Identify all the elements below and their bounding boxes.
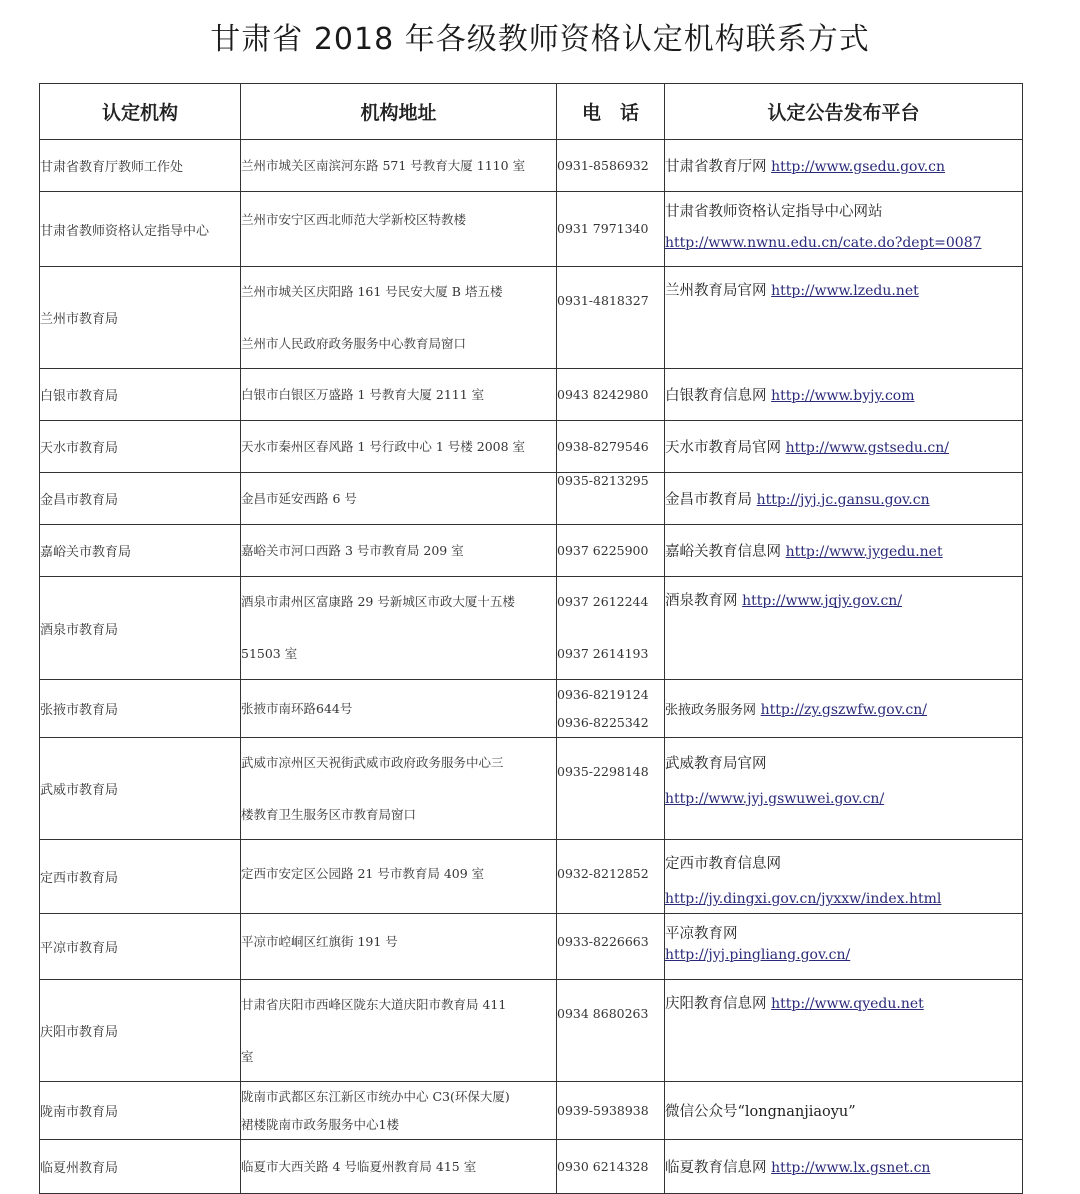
address-line: 兰州市安宁区西北师范大学新校区特教楼 <box>241 212 467 227</box>
address-cell <box>241 369 557 421</box>
platform-cell <box>665 473 1023 525</box>
address-line: 平凉市崆峒区红旗街 191 号 <box>241 934 398 949</box>
address-line: 金昌市延安西路 6 号 <box>241 490 357 506</box>
address-cell <box>241 192 557 267</box>
platform-name: 定西市教育信息网 <box>665 856 781 872</box>
address-line: 天水市秦州区春风路 1 号行政中心 1 号楼 2008 室 <box>241 438 526 454</box>
org-cell: 庆阳市教育局 <box>40 980 241 1082</box>
platform-name: 兰州教育局官网 <box>665 283 767 299</box>
org-cell: 武威市教育局 <box>40 738 241 840</box>
platform-cell <box>665 738 1023 840</box>
address-cell <box>241 840 557 914</box>
org-cell: 甘肃省教师资格认定指导中心 <box>40 192 241 267</box>
platform-link[interactable]: http://jyj.jc.gansu.gov.cn <box>756 492 930 508</box>
table-row <box>40 1140 1023 1194</box>
address-line: 白银市白银区万盛路 1 号教育大厦 2111 室 <box>241 386 485 402</box>
contacts-table <box>39 83 1023 1194</box>
platform-cell <box>665 680 1023 738</box>
platform-name: 临夏教育信息网 <box>665 1160 767 1176</box>
header-org: 认定机构 <box>40 84 241 140</box>
address-line: 51503 室 <box>241 646 298 661</box>
platform-link[interactable]: http://www.byjy.com <box>771 388 915 404</box>
phone-number: 0931-4818327 <box>557 293 649 308</box>
platform-name: 庆阳教育信息网 <box>665 996 767 1012</box>
platform-cell <box>665 525 1023 577</box>
phone-cell <box>557 473 665 525</box>
address-line: 临夏市大西关路 4 号临夏州教育局 415 室 <box>241 1158 477 1174</box>
table-row <box>40 1082 1023 1140</box>
table-row <box>40 369 1023 421</box>
platform-name: 酒泉教育网 <box>665 593 738 609</box>
platform-name: 武威教育局官网 <box>665 756 767 772</box>
table-row <box>40 577 1023 680</box>
address-line: 室 <box>241 1048 254 1064</box>
page-title: 甘肃省 2018 年各级教师资格认定机构联系方式 <box>210 22 870 57</box>
platform-cell <box>665 267 1023 369</box>
org-cell: 白银市教育局 <box>40 369 241 421</box>
platform-name: 天水市教育局官网 <box>665 440 781 456</box>
org-cell: 金昌市教育局 <box>40 473 241 525</box>
phone-cell <box>557 140 665 192</box>
phone-number: 0934 8680263 <box>557 1006 649 1021</box>
phone-number: 0935-8213295 <box>557 473 649 488</box>
phone-number: 0936-8219124 <box>557 686 649 702</box>
table-row <box>40 840 1023 914</box>
org-cell: 嘉峪关市教育局 <box>40 525 241 577</box>
phone-number: 0931 7971340 <box>557 221 649 236</box>
org-cell: 张掖市教育局 <box>40 680 241 738</box>
phone-number: 0932-8212852 <box>557 866 649 881</box>
phone-number: 0937 6225900 <box>557 542 649 558</box>
phone-number: 0937 2614193 <box>557 646 649 661</box>
address-line: 兰州市城关区庆阳路 161 号民安大厦 B 塔五楼 <box>241 283 503 299</box>
platform-cell <box>665 140 1023 192</box>
phone-cell <box>557 267 665 369</box>
address-line: 酒泉市肃州区富康路 29 号新城区市政大厦十五楼 <box>241 594 515 609</box>
address-line: 张掖市南环路644号 <box>241 700 353 716</box>
phone-cell <box>557 980 665 1082</box>
table-row <box>40 914 1023 980</box>
platform-link[interactable]: http://www.gstsedu.cn/ <box>785 440 949 456</box>
address-line: 陇南市武都区东江新区市统办中心 C3(环保大厦) <box>241 1088 510 1104</box>
address-cell <box>241 525 557 577</box>
phone-number: 0937 2612244 <box>557 594 649 609</box>
platform-link[interactable]: http://www.jygedu.net <box>785 544 943 560</box>
address-line: 兰州市人民政府政务服务中心教育局窗口 <box>241 335 467 351</box>
address-cell <box>241 577 557 680</box>
header-address: 机构地址 <box>241 84 557 140</box>
platform-name: 嘉峪关教育信息网 <box>665 544 781 560</box>
address-line: 楼教育卫生服务区市教育局窗口 <box>241 806 417 822</box>
phone-cell <box>557 840 665 914</box>
platform-cell <box>665 1082 1023 1140</box>
address-line: 定西市安定区公园路 21 号市教育局 409 室 <box>241 866 485 881</box>
platform-cell <box>665 840 1023 914</box>
phone-cell <box>557 577 665 680</box>
platform-cell <box>665 369 1023 421</box>
platform-cell <box>665 577 1023 680</box>
address-line: 甘肃省庆阳市西峰区陇东大道庆阳市教育局 411 <box>241 996 507 1012</box>
org-cell: 兰州市教育局 <box>40 267 241 369</box>
address-cell <box>241 140 557 192</box>
org-cell: 甘肃省教育厅教师工作处 <box>40 140 241 192</box>
platform-link[interactable]: http://jyj.pingliang.gov.cn/ <box>665 947 851 963</box>
phone-cell <box>557 369 665 421</box>
platform-link[interactable]: http://www.jyj.gswuwei.gov.cn/ <box>665 791 885 807</box>
org-cell: 天水市教育局 <box>40 421 241 473</box>
header-row <box>40 84 1023 140</box>
address-cell <box>241 421 557 473</box>
phone-number: 0936-8225342 <box>557 714 649 730</box>
phone-cell <box>557 1140 665 1194</box>
platform-link[interactable]: http://jy.dingxi.gov.cn/jyxxw/index.html <box>665 891 942 907</box>
platform-cell <box>665 421 1023 473</box>
table-row <box>40 267 1023 369</box>
phone-number: 0935-2298148 <box>557 764 649 779</box>
address-cell <box>241 1140 557 1194</box>
phone-number: 0939-5938938 <box>557 1102 649 1118</box>
phone-number: 0938-8279546 <box>557 438 649 454</box>
phone-cell <box>557 1082 665 1140</box>
org-cell: 平凉市教育局 <box>40 914 241 980</box>
platform-link[interactable]: http://www.lzedu.net <box>771 283 919 299</box>
address-cell <box>241 914 557 980</box>
table-row <box>40 525 1023 577</box>
phone-cell <box>557 192 665 267</box>
phone-cell <box>557 421 665 473</box>
platform-name: 甘肃省教育厅网 <box>665 159 767 175</box>
header-platform: 认定公告发布平台 <box>665 84 1023 140</box>
platform-cell <box>665 980 1023 1082</box>
platform-link[interactable]: http://www.qyedu.net <box>771 996 924 1012</box>
platform-name: 白银教育信息网 <box>665 388 767 404</box>
address-cell <box>241 680 557 738</box>
phone-number: 0930 6214328 <box>557 1158 649 1174</box>
table-row <box>40 473 1023 525</box>
header-phone: 电 话 <box>557 84 665 140</box>
platform-cell <box>665 192 1023 267</box>
address-cell <box>241 1082 557 1140</box>
org-cell: 陇南市教育局 <box>40 1082 241 1140</box>
address-line: 武威市凉州区天祝街武威市政府政务服务中心三 <box>241 754 504 770</box>
org-cell: 酒泉市教育局 <box>40 577 241 680</box>
address-line: 兰州市城关区南滨河东路 571 号教育大厦 1110 室 <box>241 157 526 173</box>
phone-cell <box>557 738 665 840</box>
table-row <box>40 421 1023 473</box>
org-cell: 临夏州教育局 <box>40 1140 241 1194</box>
platform-link[interactable]: http://www.gsedu.gov.cn <box>771 159 946 175</box>
address-cell <box>241 980 557 1082</box>
phone-cell <box>557 914 665 980</box>
table-row <box>40 738 1023 840</box>
platform-name: 金昌市教育局 <box>665 492 752 508</box>
platform-link[interactable]: http://www.nwnu.edu.cn/cate.do?dept=0087 <box>665 235 982 251</box>
platform-name: 张掖政务服务网 <box>665 703 757 718</box>
platform-link[interactable]: http://www.lx.gsnet.cn <box>771 1160 931 1176</box>
table-row <box>40 680 1023 738</box>
platform-cell <box>665 914 1023 980</box>
table-row <box>40 980 1023 1082</box>
platform-link[interactable]: http://zy.gszwfw.gov.cn/ <box>760 702 928 718</box>
platform-name: 微信公众号“longnanjiaoyu” <box>665 1104 856 1120</box>
platform-link[interactable]: http://www.jqjy.gov.cn/ <box>742 593 903 609</box>
table-row <box>40 192 1023 267</box>
phone-number: 0931-8586932 <box>557 157 649 173</box>
org-cell: 定西市教育局 <box>40 840 241 914</box>
phone-number: 0943 8242980 <box>557 386 649 402</box>
phone-cell <box>557 680 665 738</box>
phone-cell <box>557 525 665 577</box>
platform-name: 平凉教育网 <box>665 926 738 942</box>
address-line: 裙楼陇南市政务服务中心1楼 <box>241 1116 399 1132</box>
address-line: 嘉峪关市河口西路 3 号市教育局 209 室 <box>241 542 464 558</box>
phone-number: 0933-8226663 <box>557 934 649 949</box>
platform-cell <box>665 1140 1023 1194</box>
platform-name: 甘肃省教师资格认定指导中心网站 <box>665 204 883 220</box>
address-cell <box>241 738 557 840</box>
table-row <box>40 140 1023 192</box>
address-cell <box>241 267 557 369</box>
address-cell <box>241 473 557 525</box>
